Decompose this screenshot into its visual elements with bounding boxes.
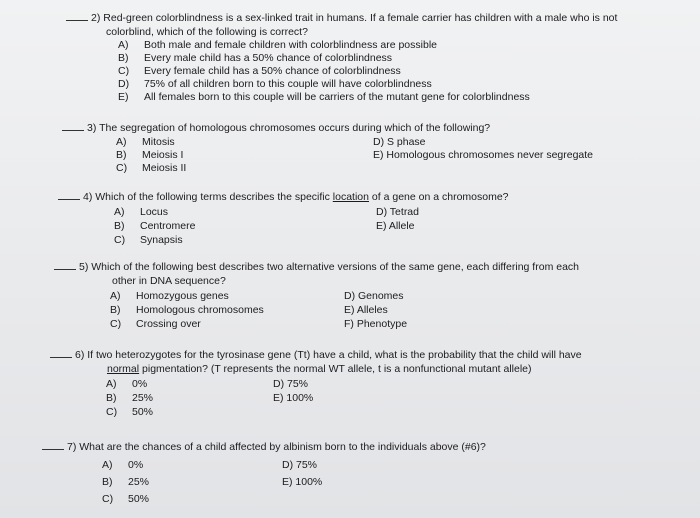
option-a[interactable]: A) Both male and female children with colorblindness are possible	[118, 39, 437, 51]
option-b[interactable]: B) 25%	[106, 392, 154, 404]
option-c[interactable]: C) Meiosis II	[116, 161, 187, 174]
option-e[interactable]: E) Homologous chromosomes never segregate	[373, 148, 594, 161]
question-6	[50, 348, 695, 418]
option-a[interactable]: A) Homozygous genes	[110, 290, 229, 302]
option-a[interactable]: A) 0%	[102, 458, 144, 471]
option-a[interactable]: A) 0%	[106, 378, 148, 390]
option-d[interactable]: D) Tetrad	[376, 205, 419, 218]
question-number: 3)	[87, 122, 97, 134]
option-d[interactable]: D) S phase	[373, 135, 426, 148]
question-text: The segregation of homologous chromosomes occurs during which of the following?	[99, 122, 491, 134]
option-c[interactable]: C) Crossing over	[110, 318, 201, 330]
option-e[interactable]: E) 100%	[273, 392, 314, 404]
question-5	[54, 260, 694, 330]
option-d[interactable]: D) 75%	[282, 458, 318, 471]
question-number: 6)	[75, 349, 85, 361]
option-e[interactable]: E) 100%	[282, 475, 323, 488]
answer-blank[interactable]	[66, 11, 88, 21]
option-a[interactable]: A) Locus	[114, 205, 169, 218]
question-number: 4)	[83, 191, 93, 203]
question-2	[66, 11, 696, 109]
answer-blank[interactable]	[50, 348, 72, 358]
underlined-word: normal	[107, 362, 140, 375]
option-b[interactable]: B) Centromere	[114, 219, 196, 232]
answer-blank[interactable]	[62, 121, 84, 131]
option-e[interactable]: E) Allele	[376, 219, 415, 232]
option-b[interactable]: B) 25%	[102, 475, 150, 488]
question-text: Which of the following terms describes the specific location of a gene on a chromosome?	[95, 191, 509, 203]
option-f[interactable]: F) Phenotype	[344, 318, 408, 330]
question-number: 2)	[91, 12, 101, 24]
option-c[interactable]: C) 50%	[102, 492, 150, 505]
question-text-cont: normal pigmentation? (T represents the normal WT allele, t is a nonfunctional mutant allele)	[107, 362, 532, 375]
question-text-cont: other in DNA sequence?	[112, 274, 226, 287]
question-text: Red-green colorblindness is a sex-linked trait in humans. If a female carrier has children with a male who is not	[103, 12, 618, 24]
answer-blank[interactable]	[58, 190, 80, 200]
option-e[interactable]: E) Alleles	[344, 304, 388, 316]
question-text: What are the chances of a child affected by albinism born to the individuals above (#6)?	[79, 441, 486, 453]
option-b[interactable]: B) Homologous chromosomes	[110, 304, 264, 316]
option-c[interactable]: C) Every female child has a 50% chance of colorblindness	[118, 65, 401, 77]
question-4	[58, 190, 688, 247]
question-number: 7)	[67, 441, 77, 453]
option-b[interactable]: B) Every male child has a 50% chance of colorblindness	[118, 52, 393, 64]
question-number: 5)	[79, 261, 89, 273]
question-text-cont: colorblind, which of the following is correct?	[106, 25, 308, 38]
answer-blank[interactable]	[42, 440, 64, 450]
underlined-word: location	[332, 191, 369, 203]
option-e[interactable]: E) All females born to this couple will be carriers of the mutant gene for colorblindness	[118, 91, 530, 103]
option-c[interactable]: C) 50%	[106, 406, 154, 418]
answer-blank[interactable]	[54, 260, 76, 270]
option-d[interactable]: D) 75%	[273, 378, 309, 390]
question-3	[62, 121, 692, 178]
question-text: If two heterozygotes for the tyrosinase gene (Tt) have a child, what is the probability that the child will have	[87, 349, 582, 361]
option-a[interactable]: A) Mitosis	[116, 135, 175, 148]
option-d[interactable]: D) 75% of all children born to this couple will have colorblindness	[118, 78, 432, 90]
option-b[interactable]: B) Meiosis I	[116, 148, 184, 161]
option-c[interactable]: C) Synapsis	[114, 233, 183, 246]
question-text: Which of the following best describes two alternative versions of the same gene, each differing from each	[91, 261, 579, 273]
option-d[interactable]: D) Genomes	[344, 290, 404, 302]
question-7	[42, 440, 687, 505]
